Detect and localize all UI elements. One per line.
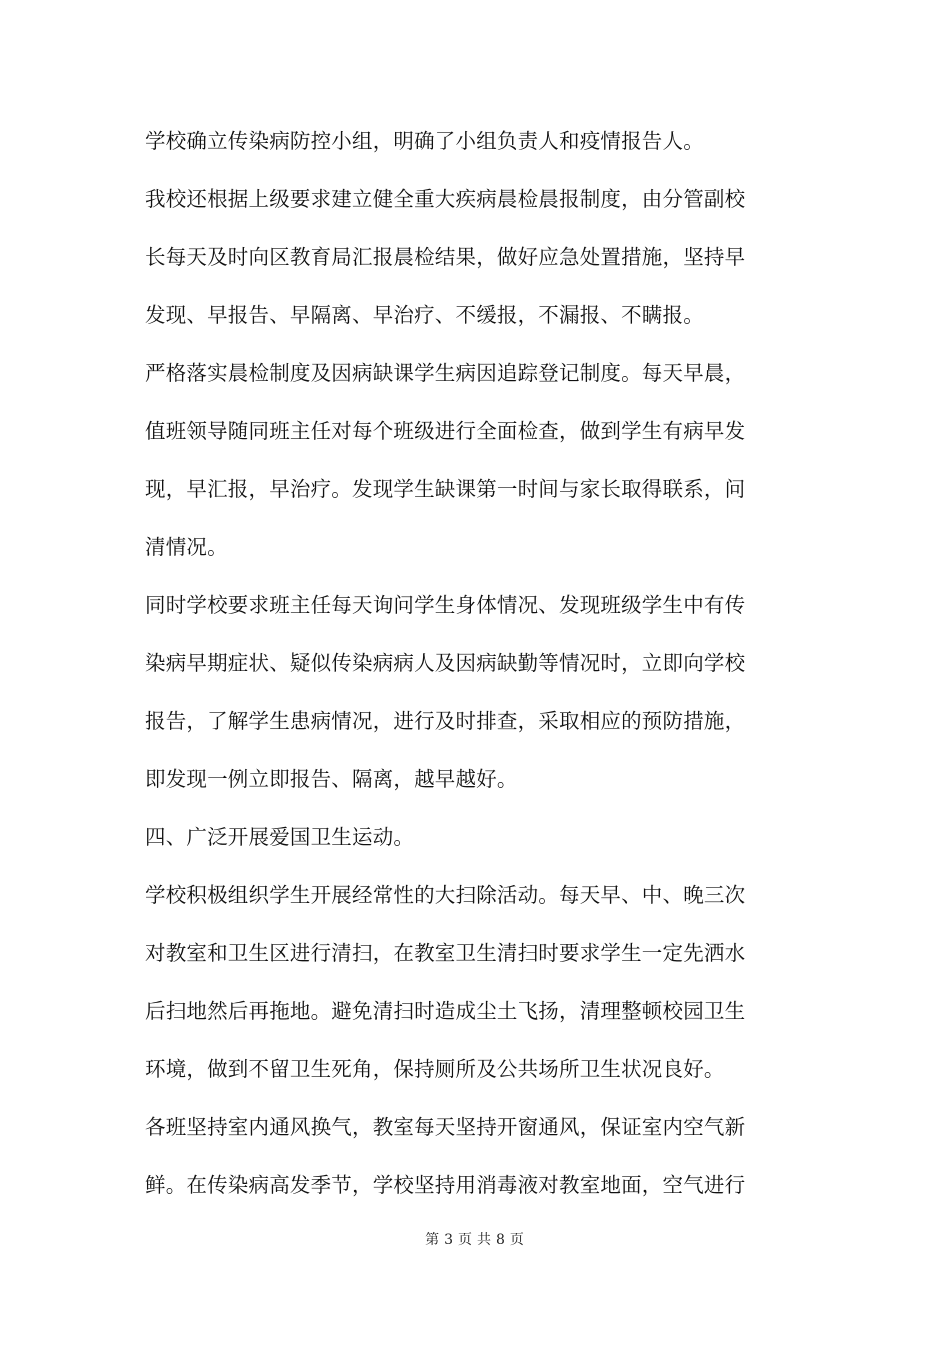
body-line-17: 环境，做到不留卫生死角，保持厕所及公共场所卫生状况良好。 [145,1057,725,1081]
body-line-9: 同时学校要求班主任每天询问学生身体情况、发现班级学生中有传 [145,593,746,617]
body-line-18: 各班坚持室内通风换气，教室每天坚持开窗通风，保证室内空气新 [145,1115,746,1139]
body-line-2: 我校还根据上级要求建立健全重大疾病晨检晨报制度，由分管副校 [145,187,746,211]
body-line-6: 值班领导随同班主任对每个班级进行全面检查，做到学生有病早发 [145,419,746,443]
body-line-16: 后扫地然后再拖地。避免清扫时造成尘土飞扬，清理整顿校园卫生 [145,999,746,1023]
body-line-12: 即发现一例立即报告、隔离，越早越好。 [145,767,518,791]
body-line-4: 发现、早报告、早隔离、早治疗、不缓报，不漏报、不瞒报。 [145,303,704,327]
page-footer [0,1230,950,1250]
body-line-7: 现，早汇报，早治疗。发现学生缺课第一时间与家长取得联系，问 [145,477,746,501]
body-line-1: 学校确立传染病防控小组，明确了小组负责人和疫情报告人。 [145,129,704,153]
footer-page-word-2: 页 [509,1232,525,1248]
footer-page-word: 页 [458,1232,473,1248]
section-heading: 四、广泛开展爱国卫生运动。 [145,825,415,849]
body-line-11: 报告，了解学生患病情况，进行及时排查，采取相应的预防措施， [145,709,746,733]
body-line-14: 学校积极组织学生开展经常性的大扫除活动。每天早、中、晚三次 [145,883,746,907]
footer-total-prefix: 共 [477,1232,492,1248]
footer-prefix: 第 [425,1232,441,1248]
body-line-3: 长每天及时向区教育局汇报晨检结果，做好应急处置措施，坚持早 [145,245,746,269]
document-body [145,112,785,1214]
footer-current-page: 3 [444,1232,454,1248]
body-line-8: 清情况。 [145,535,228,559]
body-line-15: 对教室和卫生区进行清扫，在教室卫生清扫时要求学生一定先洒水 [145,941,746,965]
body-line-10: 染病早期症状、疑似传染病病人及因病缺勤等情况时，立即向学校 [145,651,746,675]
body-line-5: 严格落实晨检制度及因病缺课学生病因追踪登记制度。每天早晨， [145,361,746,385]
footer-total-pages: 8 [496,1232,506,1248]
body-line-19: 鲜。在传染病高发季节，学校坚持用消毒液对教室地面，空气进行 [145,1173,746,1197]
